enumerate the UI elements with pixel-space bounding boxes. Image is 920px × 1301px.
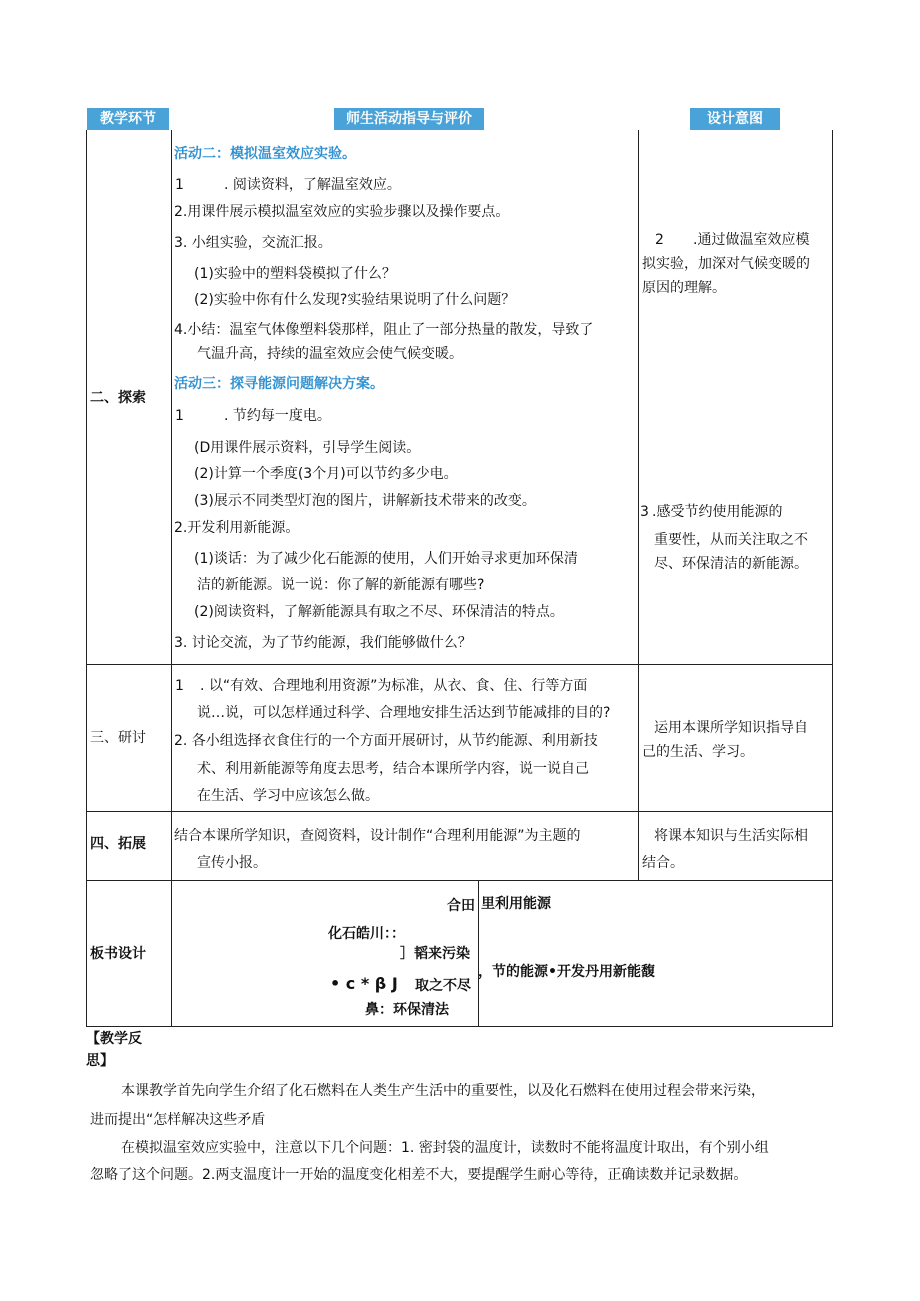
activity3-point3: (3)展示不同类型灯泡的图片，讲解新技术带来的改变。	[194, 493, 536, 509]
intent2-line1: .通过做温室效应模	[693, 232, 810, 248]
extend-line1: 结合本课所学知识，查阅资料，设计制作“合理利用能源”为主题的	[174, 828, 581, 844]
board-title-left: 合田	[447, 898, 475, 914]
activity3-point2: (2)计算一个季度(3个月)可以节约多少电。	[194, 466, 458, 482]
activity2-step3: 3. 小组实验，交流汇报。	[174, 235, 332, 251]
discuss-item1-num: 1	[175, 678, 184, 694]
reflection-para2-line2: 忽略了这个问题。2.两支温度计一开始的温度变化相差不大，要提醒学生耐心等待，正确读数并记录数据。	[90, 1167, 748, 1183]
board-fossil: 化石皓川：：	[328, 926, 405, 942]
reflection-title-line2: 思】	[86, 1053, 114, 1069]
activity3-read: (2)阅读资料，了解新能源具有取之不尽、环保清洁的特点。	[194, 604, 564, 620]
header-design-intent: 设计意图	[690, 108, 780, 130]
intent3-line1: .感受节约使用能源的	[652, 504, 783, 520]
activity3-talk-line1: (1)谈话：为了减少化石能源的使用，人们开始寻求更加环保清	[194, 551, 578, 567]
board-symbols: • c * β J	[330, 974, 398, 993]
discuss-intent-line2: 己的生活、学习。	[642, 744, 754, 760]
activity3-title: 活动三：探寻能源问题解决方案。	[174, 376, 384, 392]
intent3-line3: 尽、环保清洁的新能源。	[654, 556, 808, 572]
row-label-discuss: 三、研讨	[90, 730, 146, 746]
board-solutions: ，节的能源•开发丹用新能馥	[478, 964, 655, 980]
activity2-step1-num: 1	[175, 177, 184, 193]
activity2-summary-line2: 气温升高，持续的温室效应会使气候变暖。	[197, 346, 463, 362]
extend-intent-line1: 将课本知识与生活实际相	[654, 828, 808, 844]
reflection-title-line1: 【教学反	[86, 1031, 142, 1047]
activity2-question2: (2)实验中你有什么发现?实验结果说明了什么问题？	[194, 292, 516, 308]
discuss-intent-line1: 运用本课所学知识指导自	[654, 720, 808, 736]
reflection-para1-line1: 本课教学首先向学生介绍了化石燃料在人类生产生活中的重要性，以及化石燃料在使用过程会带来污染，	[121, 1083, 765, 1099]
activity2-step2: 2.用课件展示模拟温室效应的实验步骤以及操作要点。	[174, 204, 510, 220]
extend-intent-line2: 结合。	[642, 855, 684, 871]
activity3-talk-line2: 洁的新能源。说一说：你了解的新能源有哪些?	[197, 577, 485, 593]
activity3-step2: 2.开发利用新能源。	[174, 520, 300, 536]
reflection-para1-line2: 进而提出“怎样解决这些矛盾	[90, 1112, 266, 1128]
row-label-board: 板书设计	[90, 946, 146, 962]
activity3-step1: . 节约每一度电。	[224, 408, 331, 424]
intent2-num: 2	[655, 232, 664, 248]
discuss-item1-line2: 说…说，可以怎样通过科学、合理地安排生活达到节能减排的目的?	[197, 705, 611, 721]
board-clean: 鼻：环保清法	[365, 1002, 449, 1018]
discuss-item2-line2: 术、利用新能源等角度去思考，结合本课所学内容，说一说自己	[197, 761, 589, 777]
activity2-question1: (1)实验中的塑料袋模拟了什么？	[194, 266, 396, 282]
board-pollution: ］韬来污染	[400, 946, 470, 962]
discuss-item1-line1: . 以“有效、合理地利用资源”为标准，从衣、食、住、行等方面	[200, 678, 588, 694]
row-label-explore: 二、探索	[90, 390, 146, 406]
discuss-item2-line1: 2. 各小组选择衣食住行的一个方面开展研讨，从节约能源、利用新技	[174, 733, 598, 749]
activity2-title: 活动二：模拟温室效应实验。	[174, 146, 356, 162]
intent2-line3: 原因的理解。	[642, 280, 726, 296]
header-teaching-stage: 教学环节	[87, 108, 169, 130]
activity3-step3: 3. 讨论交流，为了节约能源，我们能够做什么？	[174, 635, 472, 651]
intent2-line2: 拟实验，加深对气候变暖的	[642, 256, 810, 272]
extend-line2: 宣传小报。	[197, 855, 267, 871]
activity2-step1: . 阅读资料，了解温室效应。	[224, 177, 401, 193]
intent3-line2: 重要性，从而关注取之不	[654, 532, 808, 548]
intent3-num: 3	[640, 504, 649, 520]
header-activity-guidance: 师生活动指导与评价	[334, 108, 484, 130]
row-label-extend: 四、拓展	[90, 836, 146, 852]
discuss-item2-line3: 在生活、学习中应该怎么做。	[197, 788, 379, 804]
activity3-step1-num: 1	[175, 408, 184, 424]
board-title-right: 里利用能源	[481, 896, 551, 912]
reflection-para2-line1: 在模拟温室效应实验中，注意以下几个问题：1. 密封袋的温度计，读数时不能将温度计取出，有个别小组	[121, 1140, 769, 1156]
activity2-summary-line1: 4.小结：温室气体像塑料袋那样，阻止了一部分热量的散发，导致了	[174, 322, 594, 338]
board-inexhaustible: 取之不尽	[415, 978, 471, 994]
activity3-point1: (D用课件展示资料，引导学生阅读。	[194, 440, 421, 456]
